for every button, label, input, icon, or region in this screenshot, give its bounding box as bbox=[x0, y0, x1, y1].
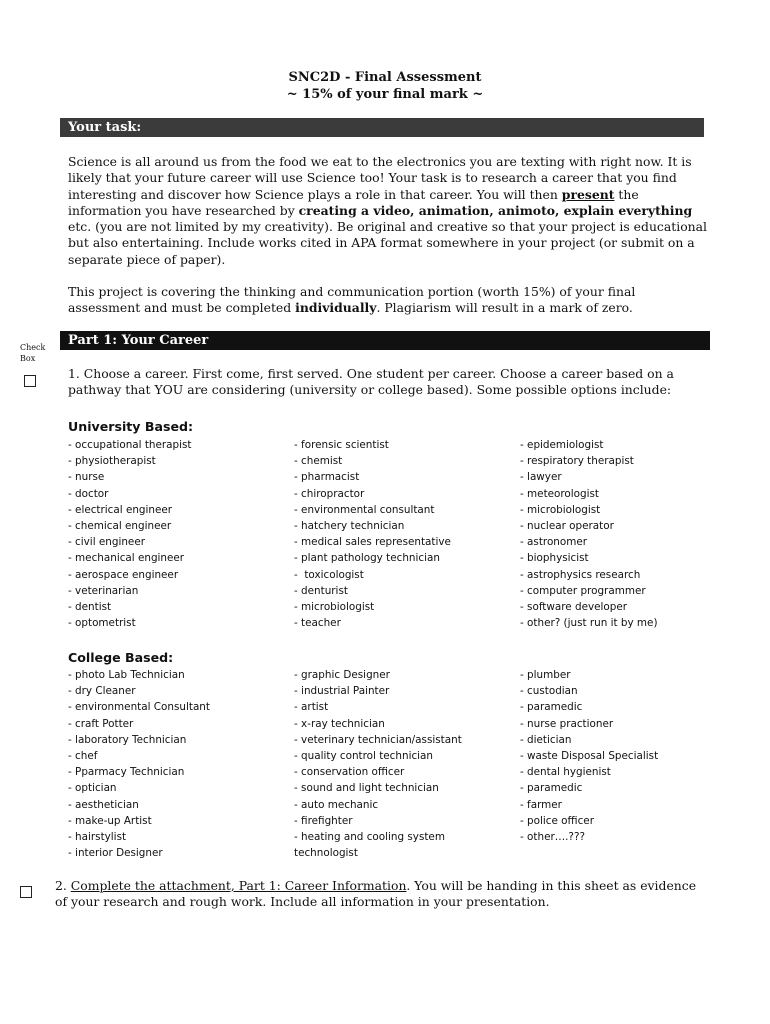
career-list-item: - software developer bbox=[520, 601, 628, 614]
task1-checkbox[interactable] bbox=[24, 375, 36, 387]
career-list-item: - interior Designer bbox=[68, 847, 163, 860]
career-list-item: - craft Potter bbox=[68, 717, 134, 730]
career-list-item: - other? (just run it by me) bbox=[520, 617, 658, 630]
career-list-item: - hatchery technician bbox=[294, 520, 405, 533]
career-list-item: - astrophysics research bbox=[520, 568, 641, 581]
career-list-item: - physiotherapist bbox=[68, 455, 156, 468]
career-list-item: - electrical engineer bbox=[68, 503, 173, 516]
career-list-item: technologist bbox=[294, 847, 358, 860]
career-list-item: - environmental consultant bbox=[294, 503, 435, 516]
career-list-item: - auto mechanic bbox=[294, 798, 379, 811]
career-list-item: - biophysicist bbox=[520, 552, 589, 565]
career-list-item: - epidemiologist bbox=[520, 439, 604, 451]
career-list-item: - artist bbox=[294, 701, 329, 714]
career-list-item: - dietician bbox=[520, 733, 572, 746]
career-list-item: - waste Disposal Specialist bbox=[520, 750, 659, 763]
career-list-item: - industrial Painter bbox=[294, 685, 390, 698]
check-box-label-line-2: Box bbox=[20, 354, 36, 363]
career-list-item: - other….??? bbox=[520, 831, 585, 844]
media-options-emphasis: creating a video, animation, animoto, explain everything bbox=[298, 202, 693, 218]
career-list-item: - denturist bbox=[294, 584, 348, 597]
career-list-item: - conservation officer bbox=[294, 766, 405, 779]
career-list-item: - chiropractor bbox=[294, 487, 365, 500]
career-list-item: - pharmacist bbox=[294, 471, 360, 484]
individually-emphasis: individually bbox=[295, 300, 377, 316]
task2-prefix: 2. bbox=[55, 878, 71, 893]
career-list-item: - meteorologist bbox=[520, 487, 600, 500]
career-list-item: - astronomer bbox=[520, 536, 588, 549]
career-information-attachment-link[interactable]: Complete the attachment, Part 1: Career Information bbox=[70, 878, 407, 893]
career-list-item: - nurse bbox=[68, 471, 105, 484]
career-list-item: - heating and cooling system bbox=[294, 831, 445, 844]
grading-text-part-a: This project is covering the thinking and communication portion (worth 15%) of your final assessment and must be completed bbox=[68, 284, 636, 316]
present-emphasis: present bbox=[561, 186, 615, 202]
career-list-item: - doctor bbox=[68, 487, 109, 500]
career-list-item: - paramedic bbox=[520, 701, 583, 714]
career-list-item: - computer programmer bbox=[520, 584, 646, 597]
your-task-heading: Your task: bbox=[60, 118, 704, 137]
career-list-item: - police officer bbox=[520, 814, 594, 827]
career-list-item: - quality control technician bbox=[294, 750, 434, 763]
college-based-heading: College Based: bbox=[68, 650, 174, 665]
career-list-item: - chef bbox=[68, 750, 98, 763]
career-list-item: - optician bbox=[68, 782, 117, 795]
career-list-item: - chemist bbox=[294, 455, 343, 468]
career-list-item: - toxicologist bbox=[294, 568, 364, 581]
career-list-item: - teacher bbox=[294, 617, 341, 630]
career-list-item: - veterinary technician/assistant bbox=[294, 733, 462, 746]
university-list-col3 bbox=[520, 437, 658, 631]
university-list-col1 bbox=[68, 437, 192, 631]
task-text-part-a: Science is all around us from the food we eat to the electronics you are texting with right now. It is likely that your future career will use Science too! Your task is to research a career that you find interesting and discover how Science plays a role in that career. You will then bbox=[68, 154, 692, 202]
career-list-item: - nurse practioner bbox=[520, 717, 614, 730]
college-list-col3 bbox=[520, 667, 658, 845]
career-list-item: - respiratory therapist bbox=[520, 455, 634, 468]
check-box-label bbox=[20, 342, 45, 364]
task2-rest: . You will be handing in this sheet as evidence of your research and rough work. Include all information in your presentation. bbox=[55, 878, 697, 910]
career-list-item: - occupational therapist bbox=[68, 439, 192, 451]
career-list-item: - chemical engineer bbox=[68, 520, 172, 533]
career-list-item: - x-ray technician bbox=[294, 717, 385, 730]
career-list-item: - environmental Consultant bbox=[68, 701, 210, 714]
career-list-item: - Pparmacy Technician bbox=[68, 766, 185, 779]
career-list-item: - forensic scientist bbox=[294, 439, 389, 451]
career-list-item: - hairstylist bbox=[68, 831, 127, 844]
university-list-col2 bbox=[294, 437, 451, 631]
task2-text bbox=[55, 878, 705, 911]
career-list-item: - dentist bbox=[68, 601, 112, 614]
career-list-item: - dental hygienist bbox=[520, 766, 611, 779]
check-box-label-line-1: Check bbox=[20, 343, 46, 352]
task-text-part-c: etc. (you are not limited by my creativity). Be original and creative so that your project is educational but also entertaining. Include works cited in APA format somewhere in your project (or submit on a separate piece of paper). bbox=[68, 219, 707, 267]
task-description-paragraph bbox=[68, 154, 708, 268]
career-list-item: - aerospace engineer bbox=[68, 568, 179, 581]
career-list-item: - plumber bbox=[520, 669, 571, 681]
task-text-part-b: the information you have researched by bbox=[68, 186, 639, 218]
career-list-item: - optometrist bbox=[68, 617, 136, 630]
career-list-item: - custodian bbox=[520, 685, 578, 698]
career-list-item: - plant pathology technician bbox=[294, 552, 440, 565]
career-list-item: - graphic Designer bbox=[294, 669, 390, 681]
task2-checkbox[interactable] bbox=[20, 886, 32, 898]
career-list-item: - aesthetician bbox=[68, 798, 139, 811]
grading-paragraph bbox=[68, 284, 708, 317]
university-based-heading: University Based: bbox=[68, 419, 194, 434]
part1-heading: Part 1: Your Career bbox=[60, 331, 710, 350]
document-title: SNC2D - Final Assessment bbox=[288, 70, 482, 85]
career-list-item: - paramedic bbox=[520, 782, 583, 795]
career-list-item: - medical sales representative bbox=[294, 536, 451, 549]
career-list-item: - firefighter bbox=[294, 814, 353, 827]
career-list-item: - mechanical engineer bbox=[68, 552, 185, 565]
career-list-item: - sound and light technician bbox=[294, 782, 439, 795]
career-list-item: - dry Cleaner bbox=[68, 685, 136, 698]
college-list-col2 bbox=[294, 667, 462, 861]
career-list-item: - farmer bbox=[520, 798, 562, 811]
career-list-item: - veterinarian bbox=[68, 584, 139, 597]
task1-text: 1. Choose a career. First come, first served. One student per career. Choose a career based on a pathway that YOU are considering (university or college based). Some possible options include: bbox=[68, 366, 674, 398]
career-list-item: - laboratory Technician bbox=[68, 733, 187, 746]
career-list-item: - microbiologist bbox=[294, 601, 375, 614]
career-list-item: - photo Lab Technician bbox=[68, 669, 185, 681]
document-subtitle: ~ 15% of your final mark ~ bbox=[286, 87, 484, 102]
career-list-item: - microbiologist bbox=[520, 503, 601, 516]
grading-text-part-b: . Plagiarism will result in a mark of zero. bbox=[376, 300, 633, 316]
career-list-item: - make-up Artist bbox=[68, 814, 152, 827]
career-list-item: - lawyer bbox=[520, 471, 562, 484]
career-list-item: - nuclear operator bbox=[520, 520, 614, 533]
career-list-item: - civil engineer bbox=[68, 536, 145, 549]
college-list-col1 bbox=[68, 667, 210, 861]
